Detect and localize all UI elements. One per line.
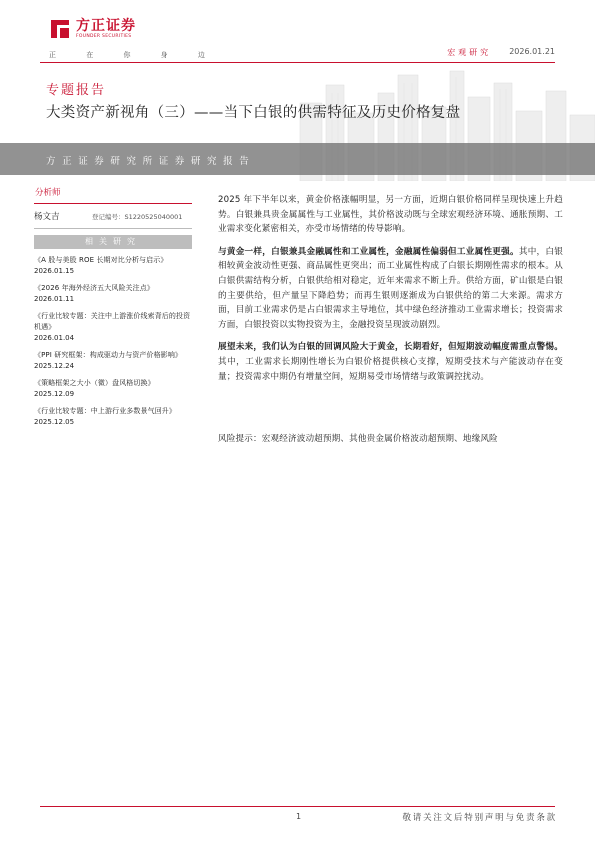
report-type: 专题报告: [46, 83, 107, 98]
paragraph-outlook-text: 其中，工业需求长期刚性增长为白银价格提供核心支撑，短期受技术与产能波动存在变量；投资需求中期仍有增量空间，短期易受市场情绪与政策调控扰动。: [218, 356, 563, 382]
related-item[interactable]: [34, 350, 192, 372]
related-item[interactable]: [34, 311, 192, 344]
sidebar: [34, 186, 192, 428]
founder-logo-icon: [48, 17, 72, 41]
paragraph-outlook-lead: 展望未来，我们认为白银的回调风险大于黄金，长期看好，但短期波动幅度需重点警惕。: [218, 342, 563, 353]
related-item-date: 2025.12.24: [34, 362, 75, 370]
analyst-name: 杨文吉: [34, 212, 60, 222]
related-item-title[interactable]: 《A 股与美股 ROE 长期对比分析与启示》: [34, 256, 168, 264]
related-item-date: 2025.12.09: [34, 390, 75, 398]
report-title: 大类资产新视角（三）——当下白银的供需特征及历史价格复盘: [46, 105, 461, 121]
slogan: 正 在 你 身 边: [49, 51, 214, 59]
paragraph-attributes: [218, 245, 563, 333]
related-research-heading: 相关研究: [34, 235, 192, 249]
report-body: [218, 193, 563, 392]
report-date: 2026.01.21: [509, 47, 555, 56]
subtitle-bar: [0, 143, 595, 175]
analyst-bottom-divider: [34, 228, 192, 229]
related-item-date: 2026.01.11: [34, 295, 75, 303]
related-item-title[interactable]: 《2026 年海外经济五大风险关注点》: [34, 284, 154, 292]
paragraph-attributes-lead: 与黄金一样，白银兼具金融属性和工业属性，金融属性偏弱但工业属性更强。: [218, 246, 519, 257]
related-item[interactable]: [34, 378, 192, 400]
logo-name-en: FOUNDER SECURITIES: [76, 33, 132, 39]
related-item[interactable]: [34, 406, 192, 428]
paragraph-attributes-text: 其中，白银相较黄金波动性更强、商品属性更突出；而工业属性构成了白银长期刚性需求的根本。从白银供需结构分析，白银供给相对稳定，近年来需求不断上升。供给方面，矿山银是白银的主要供给，但产量呈下降趋势；而再生银则逐渐成为白银供给的第二大来源。需求方面，目前工业需求仍是占白银需求主导地位，其中绿色经济推动工业需求增长；投资需求方面，白银投资以实物投资为主，金融投资呈现波动剧烈。: [218, 246, 563, 330]
related-item[interactable]: [34, 255, 192, 277]
related-item-date: 2026.01.15: [34, 267, 75, 275]
page-header: [0, 0, 595, 70]
analyst-divider: [34, 203, 192, 204]
related-item-title[interactable]: 《行业比较专题：中上游行业多数景气回升》: [34, 407, 176, 415]
subtitle-text: 方正证券研究所证券研究报告: [46, 156, 256, 167]
analyst-heading: 分析师: [35, 188, 61, 198]
footer-divider: [40, 806, 555, 807]
related-item-date: 2025.12.05: [34, 418, 75, 426]
analyst-registration: 登记编号：S1220525040001: [92, 212, 183, 221]
logo-name-cn: 方正证券: [76, 17, 136, 34]
related-item-title[interactable]: 《行业比较专题：关注中上游涨价线索背后的投资机遇》: [34, 312, 191, 331]
risk-warning: 风险提示：宏观经济波动超预期、其他贵金属价格波动超预期、地缘风险: [218, 434, 498, 444]
related-item[interactable]: [34, 283, 192, 305]
page-number: 1: [296, 812, 302, 821]
related-item-title[interactable]: 《策略框架之大小（微）盘风格切换》: [34, 379, 155, 387]
company-logo: [48, 17, 136, 41]
disclaimer-note[interactable]: 敬请关注文后特别声明与免责条款: [402, 813, 557, 823]
report-category: 宏观研究: [447, 48, 492, 57]
analyst-row: [34, 210, 192, 222]
related-item-title[interactable]: 《PPI 研究框架：构成驱动力与资产价格影响》: [34, 351, 183, 359]
paragraph-intro: 2025 年下半年以来，黄金价格涨幅明显，另一方面，近期白银价格同样呈现快速上升趋势。白银兼具贵金属属性与工业属性，其价格波动既与全球宏观经济环境、通胀预期、工业需求变化紧密相关，亦受市场情绪的传导影响。: [218, 195, 563, 235]
related-item-date: 2026.01.04: [34, 334, 75, 342]
paragraph-outlook: [218, 340, 563, 384]
